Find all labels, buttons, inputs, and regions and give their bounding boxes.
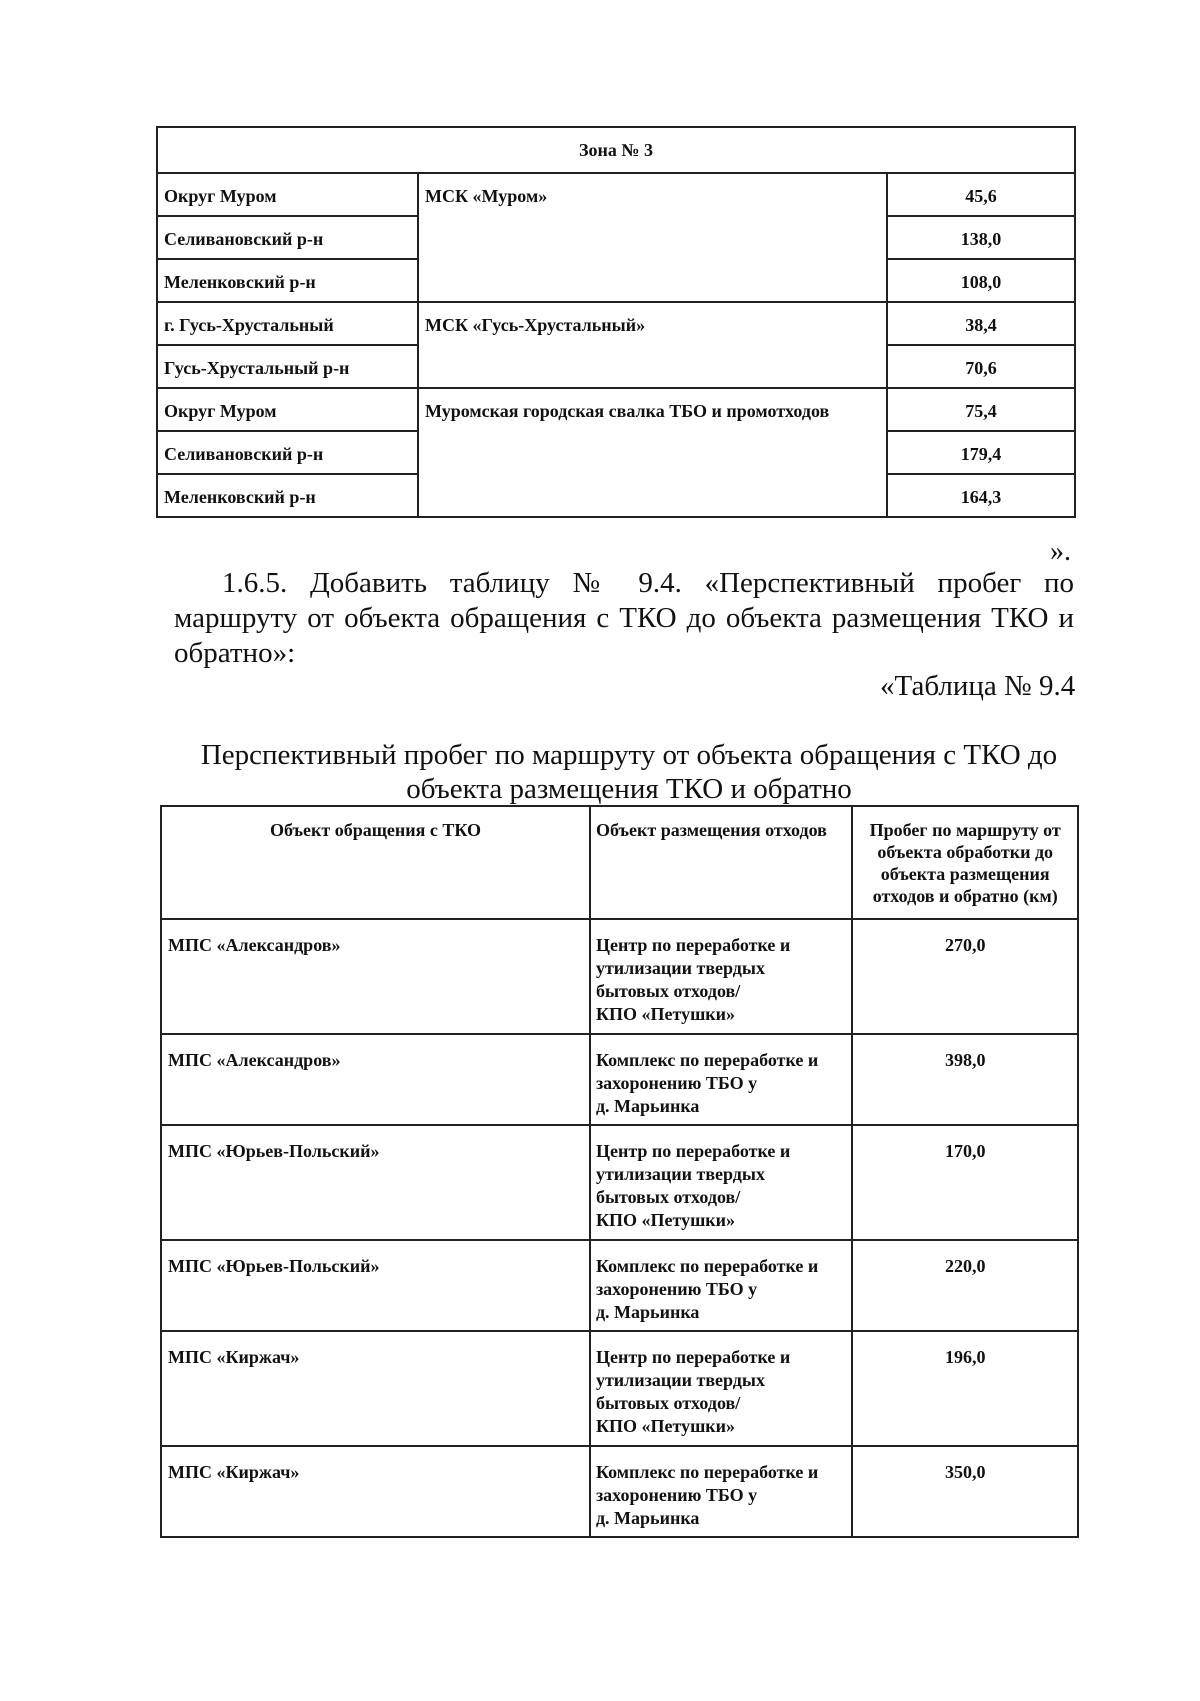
district-cell: Меленковский р-н <box>157 474 418 517</box>
zone-title: Зона № 3 <box>157 127 1075 173</box>
district-cell: Округ Муром <box>157 173 418 216</box>
destination-cell: Центр по переработке и утилизации твердых бытовых отходов/ КПО «Петушки» <box>590 1331 852 1446</box>
distance-cell: 70,6 <box>887 345 1075 388</box>
distance-cell: 270,0 <box>852 919 1078 1034</box>
district-cell: Округ Муром <box>157 388 418 431</box>
distance-cell: 170,0 <box>852 1125 1078 1240</box>
source-cell: МПС «Киржач» <box>161 1331 590 1446</box>
destination-cell: Комплекс по переработке и захоронению ТБО у д. Марьинка <box>590 1240 852 1331</box>
table-row <box>161 1240 1078 1331</box>
amendment-paragraph: 1.6.5. Добавить таблицу № 9.4. «Перспективный пробег по маршруту от объекта обращения с ТКО до объекта размещения ТКО и обратно»: <box>174 567 1074 669</box>
distance-cell: 196,0 <box>852 1331 1078 1446</box>
facility-cell: МСК «Гусь-Хрустальный» <box>418 302 887 388</box>
source-cell: МПС «Александров» <box>161 1034 590 1125</box>
column-header-distance: Пробег по маршруту от объекта обработки до объекта размещения отходов и обратно (км) <box>852 806 1078 919</box>
district-cell: г. Гусь-Хрустальный <box>157 302 418 345</box>
destination-cell: Центр по переработке и утилизации твердых бытовых отходов/ КПО «Петушки» <box>590 1125 852 1240</box>
destination-cell: Центр по переработке и утилизации твердых бытовых отходов/ КПО «Петушки» <box>590 919 852 1034</box>
facility-cell: МСК «Муром» <box>418 173 887 302</box>
mileage-table <box>160 805 1079 1538</box>
destination-cell: Комплекс по переработке и захоронению ТБО у д. Марьинка <box>590 1034 852 1125</box>
distance-cell: 220,0 <box>852 1240 1078 1331</box>
table-row <box>161 1446 1078 1537</box>
column-header-source: Объект обращения с ТКО <box>161 806 590 919</box>
distance-cell: 164,3 <box>887 474 1075 517</box>
facility-cell: Муромская городская свалка ТБО и промотходов <box>418 388 887 517</box>
district-cell: Селивановский р-н <box>157 431 418 474</box>
distance-cell: 108,0 <box>887 259 1075 302</box>
distance-cell: 179,4 <box>887 431 1075 474</box>
source-cell: МПС «Юрьев-Польский» <box>161 1125 590 1240</box>
zone-3-table <box>156 126 1076 518</box>
table-row <box>161 919 1078 1034</box>
column-header-destination: Объект размещения отходов <box>590 806 852 919</box>
table-label: «Таблица № 9.4 <box>880 670 1076 702</box>
table-row <box>161 1125 1078 1240</box>
table-row <box>161 1034 1078 1125</box>
distance-cell: 350,0 <box>852 1446 1078 1537</box>
table-title: Перспективный пробег по маршруту от объекта обращения с ТКО до объекта размещения ТКО и обратно <box>200 739 1058 805</box>
distance-cell: 38,4 <box>887 302 1075 345</box>
source-cell: МПС «Александров» <box>161 919 590 1034</box>
distance-cell: 45,6 <box>887 173 1075 216</box>
district-cell: Селивановский р-н <box>157 216 418 259</box>
distance-cell: 138,0 <box>887 216 1075 259</box>
table-row <box>161 1331 1078 1446</box>
source-cell: МПС «Киржач» <box>161 1446 590 1537</box>
district-cell: Гусь-Хрустальный р-н <box>157 345 418 388</box>
distance-cell: 398,0 <box>852 1034 1078 1125</box>
district-cell: Меленковский р-н <box>157 259 418 302</box>
source-cell: МПС «Юрьев-Польский» <box>161 1240 590 1331</box>
distance-cell: 75,4 <box>887 388 1075 431</box>
destination-cell: Комплекс по переработке и захоронению ТБО у д. Марьинка <box>590 1446 852 1537</box>
closing-quote: ». <box>1050 536 1071 567</box>
